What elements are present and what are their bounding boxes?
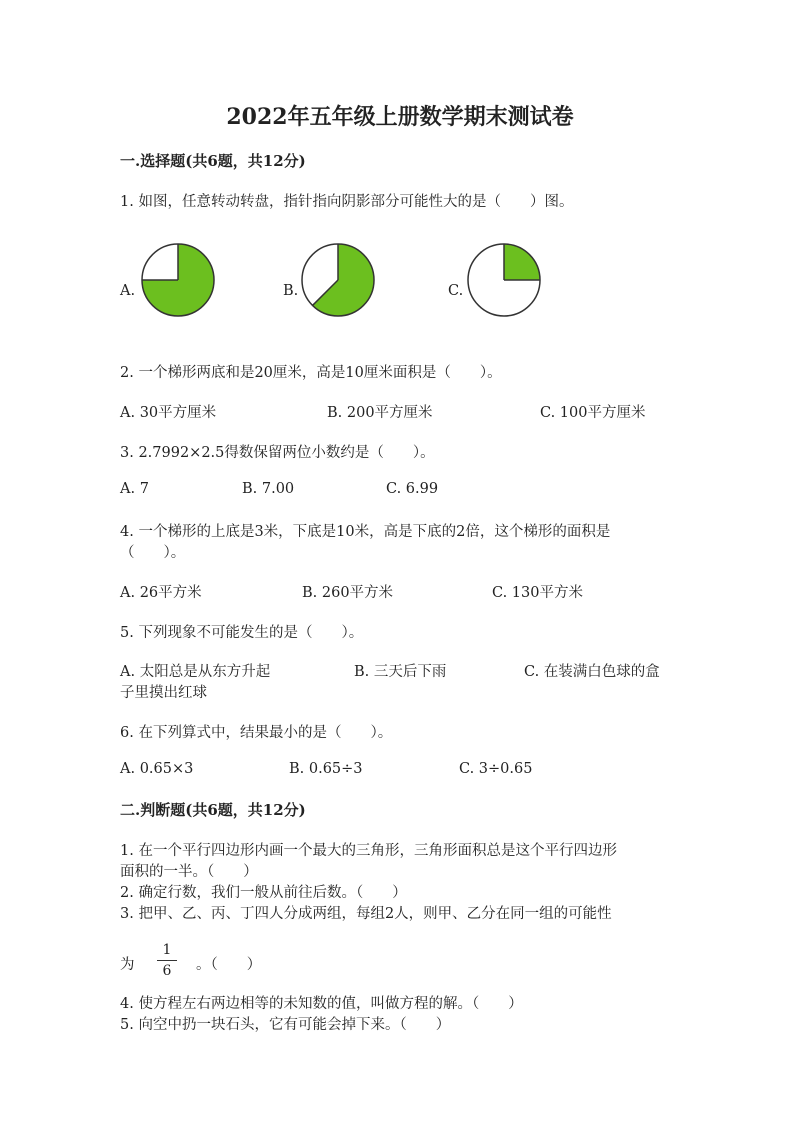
judgement-3-prefix: 为 [120, 957, 135, 973]
judgement-3-line-1: 3. 把甲、乙、丙、丁四人分成两组，每组2人，则甲、乙分在同一组的可能性 [120, 906, 612, 922]
option-4c: C. 130平方米 [492, 585, 583, 601]
option-2b: B. 200平方厘米 [327, 405, 433, 421]
option-4a: A. 26平方米 [120, 585, 202, 601]
option-5a: A. 太阳总是从东方升起 [120, 664, 271, 680]
question-6: 6. 在下列算式中，结果最小的是（ ）。 [120, 725, 393, 741]
question-2: 2. 一个梯形两底和是20厘米，高是10厘米面积是（ ）。 [120, 365, 502, 381]
judgement-1-line-2: 面积的一半。（ ） [120, 864, 258, 880]
section-heading-choice: 一.选择题(共6题，共12分) [120, 152, 306, 170]
fraction-denominator: 6 [162, 963, 172, 979]
judgement-1-line-1: 1. 在一个平行四边形内画一个最大的三角形，三角形面积总是这个平行四边形 [120, 843, 617, 859]
option-4b: B. 260平方米 [302, 585, 394, 601]
pie-chart-c [466, 242, 542, 318]
question-4-line-2: （ ）。 [120, 545, 186, 561]
option-6a: A. 0.65×3 [120, 761, 194, 777]
option-3a: A. 7 [120, 481, 149, 497]
pie-chart-a [140, 242, 216, 318]
option-6c: C. 3÷0.65 [459, 761, 533, 777]
question-3: 3. 2.7992×2.5得数保留两位小数约是（ ）。 [120, 445, 435, 461]
option-1a-label: A. [120, 283, 136, 299]
fraction-numerator: 1 [162, 942, 172, 958]
option-3b: B. 7.00 [242, 481, 295, 497]
option-5c-line-2: 子里摸出红球 [120, 685, 207, 701]
option-1b-label: B. [283, 283, 299, 299]
judgement-2: 2. 确定行数，我们一般从前往后数。（ ） [120, 885, 407, 901]
question-5: 5. 下列现象不可能发生的是（ ）。 [120, 625, 364, 641]
option-1c-label: C. [448, 283, 464, 299]
option-5c: C. 在装满白色球的盒 [524, 664, 660, 680]
page-title: 2022年五年级上册数学期末测试卷 [226, 104, 574, 130]
option-3c: C. 6.99 [386, 481, 439, 497]
judgement-5: 5. 向空中扔一块石头，它有可能会掉下来。（ ） [120, 1017, 451, 1033]
judgement-4: 4. 使方程左右两边相等的未知数的值，叫做方程的解。（ ） [120, 996, 523, 1012]
question-1: 1. 如图，任意转动转盘，指针指向阴影部分可能性大的是（ ）图。 [120, 194, 574, 210]
fraction-one-sixth [157, 942, 177, 979]
option-5b: B. 三天后下雨 [354, 664, 447, 680]
option-6b: B. 0.65÷3 [289, 761, 363, 777]
option-2a: A. 30平方厘米 [120, 405, 217, 421]
pie-chart-b [300, 242, 376, 318]
judgement-3-suffix: 。（ ） [196, 957, 262, 973]
pie-b-shaded-sector [313, 244, 374, 316]
option-2c: C. 100平方厘米 [540, 405, 646, 421]
section-heading-judgement: 二.判断题(共6题，共12分) [120, 801, 306, 819]
fraction-bar [157, 960, 177, 961]
question-4-line-1: 4. 一个梯形的上底是3米，下底是10米，高是下底的2倍，这个梯形的面积是 [120, 524, 611, 540]
